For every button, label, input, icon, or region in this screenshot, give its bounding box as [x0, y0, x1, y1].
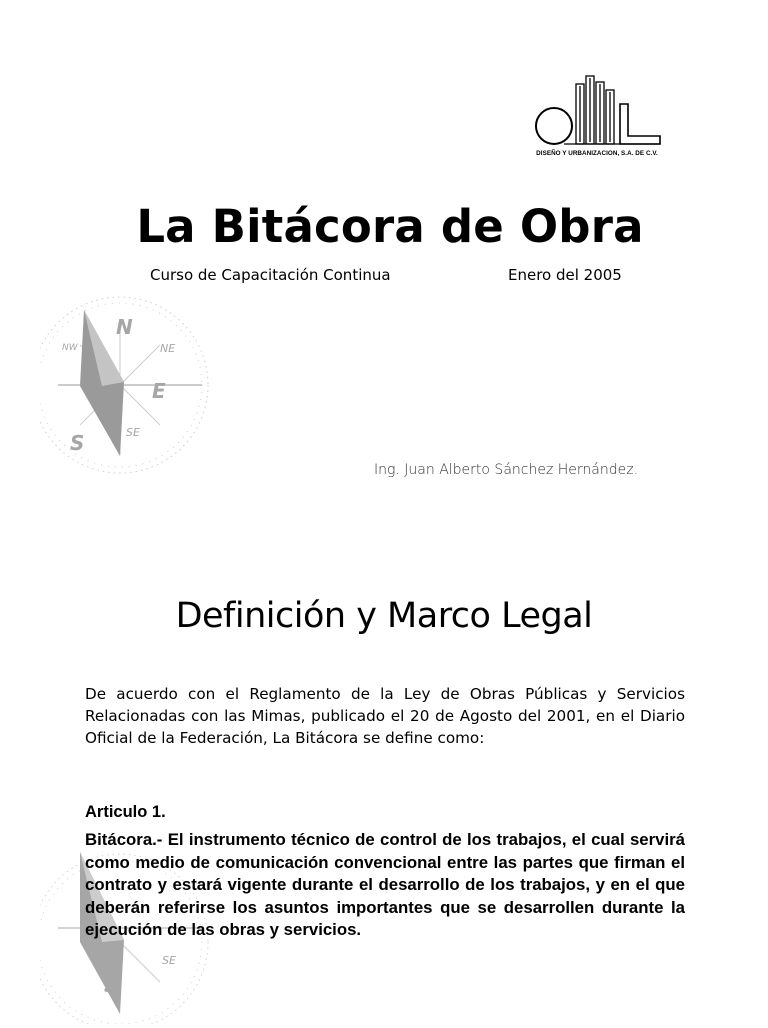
author-name: Ing. Juan Alberto Sánchez Hernández. [374, 462, 639, 478]
compass-label-se: SE [126, 426, 140, 439]
page-title: La Bitácora de Obra [136, 200, 644, 253]
course-name: Curso de Capacitación Continua [150, 266, 391, 284]
compass-label-s: S [70, 431, 85, 455]
logo-caption: DISEÑO Y URBANIZACION, S.A. DE C.V. [536, 150, 658, 157]
company-logo [526, 72, 668, 168]
compass-label-nw: NW [62, 343, 78, 353]
course-date: Enero del 2005 [508, 266, 622, 284]
section-heading: Definición y Marco Legal [175, 596, 593, 636]
compass-watermark-top [40, 290, 230, 490]
logo-mark-icon [534, 74, 664, 150]
compass-label-se-bottom: SE [162, 954, 176, 967]
article-body: Bitácora.- El instrumento técnico de control de los trabajos, el cual servirá como medio de comunicación convencional entre las partes que firman el contrato y estará vigente durante el desarrollo de los trabajos, y en el que deberán referirse los asuntos importantes que se desarrollen durante la ejecución de las obras y servicios. [85, 830, 685, 939]
compass-label-n: N [116, 315, 133, 339]
compass-label-ne: NE [160, 342, 176, 355]
intro-paragraph: De acuerdo con el Reglamento de la Ley de Obras Públicas y Servicios Relacionadas con las Mimas, publicado el 20 de Agosto del 2001, en el Diario Oficial de la Federación, La Bitácora se define como: [85, 685, 685, 747]
compass-label-e: E [152, 379, 166, 403]
article-heading: Articulo 1. [85, 803, 166, 821]
compass-label-s-bottom: S [104, 973, 119, 997]
